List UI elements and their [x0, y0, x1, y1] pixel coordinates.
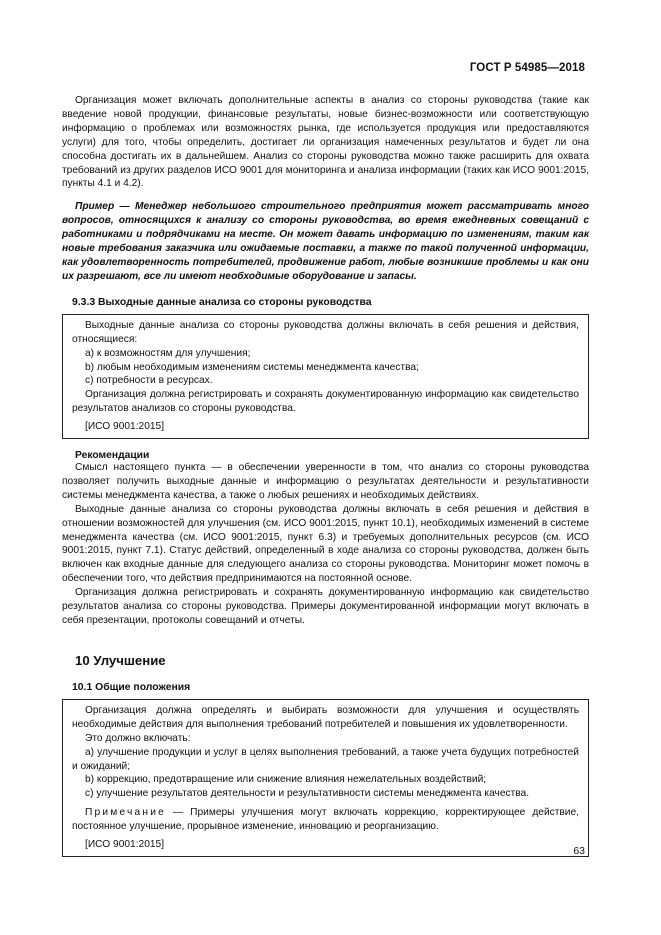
page-content [62, 94, 589, 857]
box-reference: [ИСО 9001:2015] [85, 421, 165, 433]
standard-code: ГОСТ Р 54985—2018 [469, 62, 585, 74]
note-text: — Примеры улучшения могут включать коррекцию, корректирующее действие, постоянное улучшение, прорывное изменение, инновацию и реорганизацию. [72, 807, 579, 833]
box-item-a: a) к возможностям для улучшения; [85, 347, 251, 359]
box10-item-c: c) улучшение результатов деятельности и результативности системы менеджмента качества. [85, 788, 530, 800]
recommendation-paragraph-1: Смысл настоящего пункта — в обеспечении уверенности в том, что анализ со стороны руководства позволяет получить выходные данные и информацию о результатах деятельности и результативности системы менеджмента качества, а также о любых решениях и необходимых действиях. [62, 462, 589, 501]
box-item-c: c) потребности в ресурсах. [85, 375, 213, 387]
box10-reference: [ИСО 9001:2015] [85, 839, 165, 851]
section-10-1-heading: 10.1 Общие положения [72, 681, 191, 693]
box-record: Организация должна регистрировать и сохранять документированную информацию как свидетельство результатов анализов со стороны руководства. [72, 389, 579, 415]
page-number: 63 [573, 845, 585, 857]
box10-includes: Это должно включать: [85, 732, 191, 744]
box10-intro: Организация должна определять и выбирать возможности для улучшения и осуществлять необходимые действия для выполнения требований потребителей и повышения их удовлетворенности. [72, 704, 579, 730]
requirement-box-10-1 [62, 699, 589, 857]
section-9-3-3-heading: 9.3.3 Выходные данные анализа со стороны руководства [72, 296, 372, 308]
example-paragraph [62, 200, 589, 283]
recommendation-paragraph-3: Организация должна регистрировать и сохранять документированную информацию как свидетельство результатов анализа со стороны руководства. Примеры документированной информации могут включать в себя презентации, протоколы совещаний и отчеты. [62, 587, 589, 626]
box10-item-a: a) улучшение продукции и услуг в целях выполнения требований, а также учета будущих потребностей и ожиданий; [72, 746, 579, 772]
box10-item-b: b) коррекцию, предотвращение или снижение влияния нежелательных воздействий; [85, 774, 487, 786]
requirement-box-9-3-3 [62, 314, 589, 439]
intro-paragraph: Организация может включать дополнительные аспекты в анализ со стороны руководства (такие как введение новой продукции, финансовые результаты, новые бизнес-возможности или соответствующую информацию о проблемах или возможностях рынка, где используется продукция или предоставляются услуги) для того, чтобы определить, достигает ли организация намеченных результатов и будет ли она способна достигать их в дальнейшем. Анализ со стороны руководства можно также расширить для охвата требований из других разделов ИСО 9001 для мониторинга и анализа информации (таких как ИСО 9001:2015, пункты 4.1 и 4.2). [62, 95, 589, 190]
recommendations-title: Рекомендации [75, 450, 150, 462]
note-label: Примечание [85, 807, 166, 819]
section-10-heading: 10 Улучшение [75, 652, 166, 668]
box-item-b: b) любым необходимым изменениям системы менеджмента качества; [85, 361, 419, 373]
box10-note [72, 806, 579, 834]
example-lead: Пример — [75, 201, 130, 213]
example-text: Менеджер небольшого строительного предприятия может рассматривать много вопросов, относящихся к анализу со стороны руководства, во время ежедневных совещаний с работниками и подрядчиками на месте. Он может давать информацию по изменениям, таким как новые требования заказчика или ожидаемые поставки, а также по такой полученной информации, как удовлетворенность потребителей, продвижение работ, любые возникшие проблемы и как они их разрешают, все ли имеют необходимые оборудование и запасы. [62, 201, 589, 282]
box-intro: Выходные данные анализа со стороны руководства должны включать в себя решения и действия, относящиеся: [72, 319, 579, 345]
recommendation-paragraph-2: Выходные данные анализа со стороны руководства должны включать в себя решения и действия в отношении возможностей для улучшения (см. ИСО 9001:2015, пункт 10.1), необходимых изменений в системе менеджмента качества (см. ИСО 9001:2015, пункт 6.3) и требуемых дополнительных ресурсов (см. ИСО 9001:2015, пункт 7.1). Статус действий, определенный в ходе анализа со стороны руководства, должен быть включен как входные данные для следующего анализа со стороны руководства. Мониторинг может помочь в обеспечении того, что действия предпринимаются на постоянной основе. [62, 503, 589, 585]
